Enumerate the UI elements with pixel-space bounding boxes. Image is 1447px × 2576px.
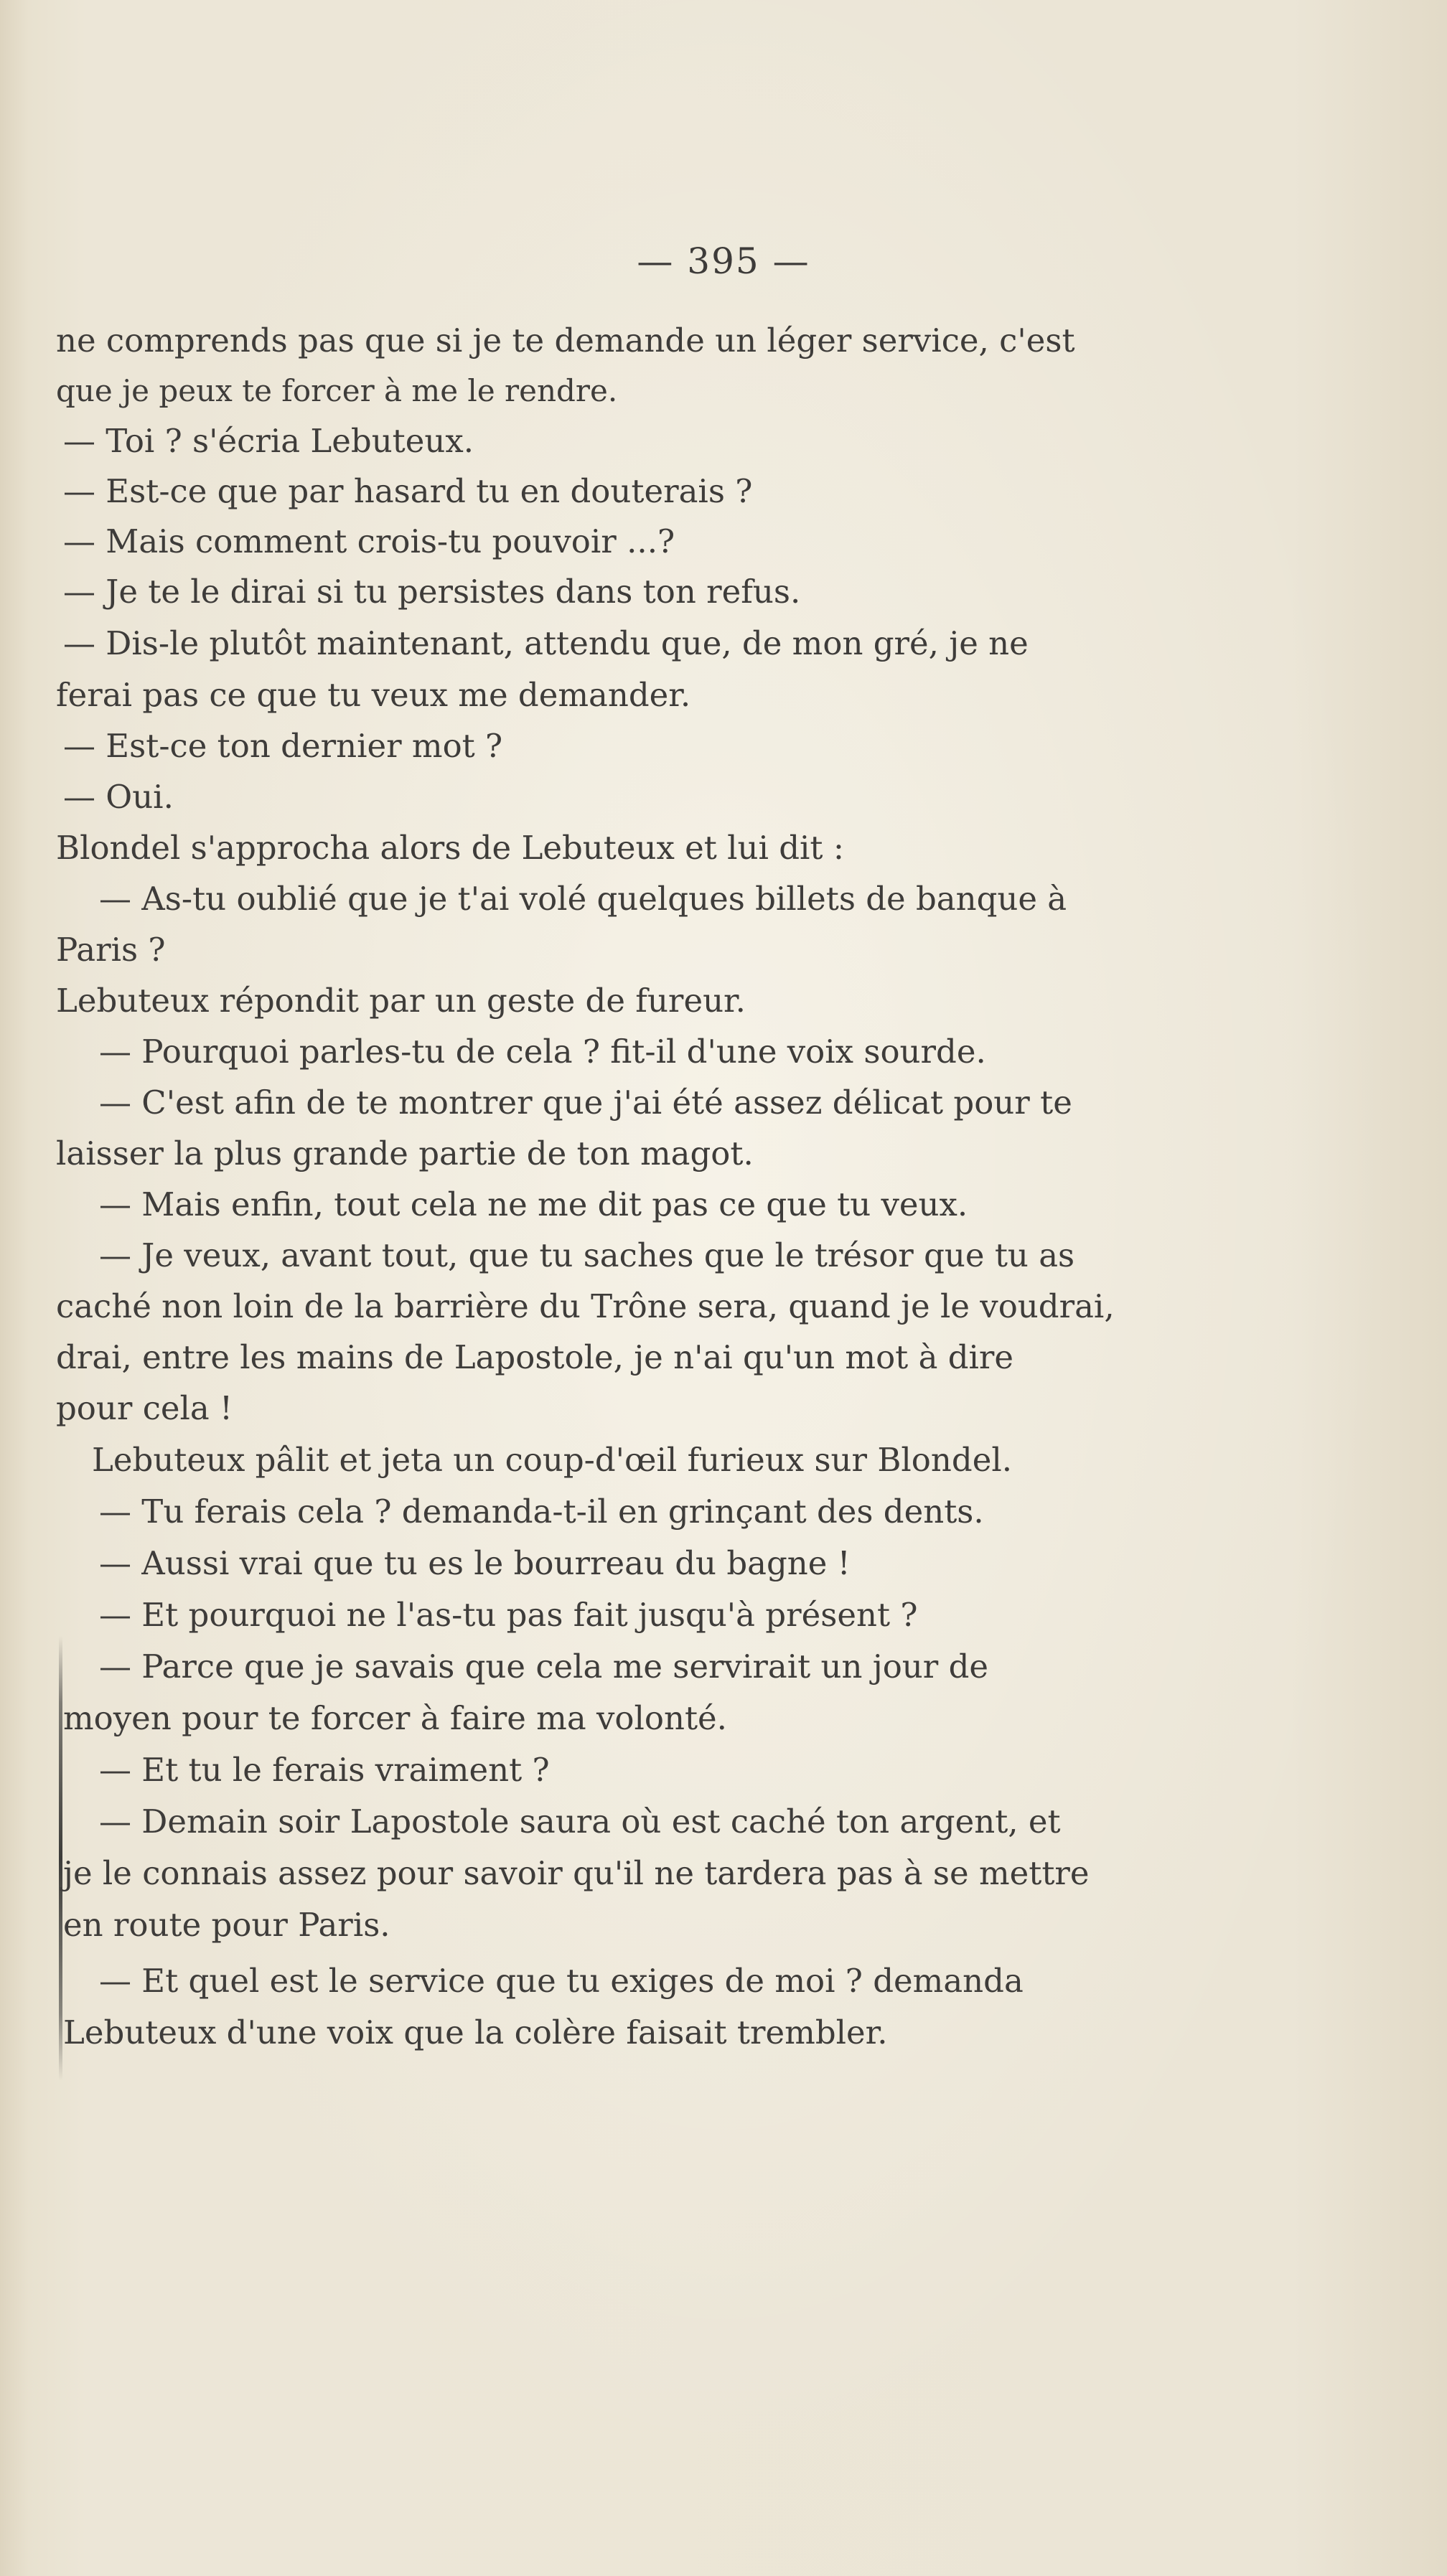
text-line: — Est-ce ton dernier mot ?	[63, 727, 503, 765]
text-line: — Dis-le plutôt maintenant, attendu que, de mon gré, je ne	[63, 624, 1029, 662]
text-line: — Et tu le ferais vraiment ?	[99, 1751, 550, 1789]
text-line: pour cela !	[56, 1389, 233, 1427]
text-line: moyen pour te forcer à faire ma volonté.	[63, 1699, 727, 1737]
text-line: — Toi ? s'écria Lebuteux.	[63, 422, 474, 460]
text-line: — Je te le dirai si tu persistes dans ton refus.	[63, 573, 801, 611]
text-line: — C'est afin de te montrer que j'ai été assez délicat pour te	[99, 1083, 1072, 1122]
text-line: — Et quel est le service que tu exiges de moi ? demanda	[99, 1962, 1024, 2000]
text-line: — Est-ce que par hasard tu en douterais ?	[63, 472, 753, 510]
text-line: — Aussi vrai que tu es le bourreau du bagne !	[99, 1544, 851, 1582]
text-line: — Je veux, avant tout, que tu saches que le trésor que tu as	[99, 1236, 1075, 1274]
text-line: caché non loin de la barrière du Trône sera, quand je le voudrai,	[56, 1287, 1115, 1325]
text-line: Lebuteux d'une voix que la colère faisait trembler.	[63, 2013, 888, 2051]
text-line: — Mais comment crois-tu pouvoir ...?	[63, 522, 675, 560]
text-line: laisser la plus grande partie de ton magot.	[56, 1134, 754, 1172]
text-line: en route pour Paris.	[63, 1906, 390, 1944]
text-line: ne comprends pas que si je te demande un léger service, c'est	[56, 321, 1075, 359]
text-line: — Pourquoi parles-tu de cela ? fit-il d'une voix sourde.	[99, 1033, 986, 1071]
text-line: — Et pourquoi ne l'as-tu pas fait jusqu'à présent ?	[99, 1596, 918, 1634]
text-line: que je peux te forcer à me le rendre.	[56, 373, 618, 408]
text-line: je le connais assez pour savoir qu'il ne tardera pas à se mettre	[63, 1854, 1090, 1892]
text-line: Lebuteux répondit par un geste de fureur.	[56, 982, 746, 1020]
text-line: — Demain soir Lapostole saura où est caché ton argent, et	[99, 1802, 1061, 1841]
text-line: — Parce que je savais que cela me servirait un jour de	[99, 1647, 989, 1686]
text-line: ferai pas ce que tu veux me demander.	[56, 676, 691, 714]
text-line: — Mais enfin, tout cela ne me dit pas ce que tu veux.	[99, 1185, 968, 1223]
text-line: Lebuteux pâlit et jeta un coup-d'œil furieux sur Blondel.	[92, 1441, 1013, 1479]
text-line: — As-tu oublié que je t'ai volé quelques billets de banque à	[99, 880, 1067, 918]
text-line: drai, entre les mains de Lapostole, je n'ai qu'un mot à dire	[56, 1338, 1014, 1376]
margin-pencil-mark	[59, 1636, 62, 2081]
text-line: Blondel s'approcha alors de Lebuteux et lui dit :	[56, 829, 844, 867]
page-number: — 395 —	[637, 240, 810, 282]
text-line: Paris ?	[56, 931, 166, 969]
text-line: — Oui.	[63, 778, 174, 816]
text-line: — Tu ferais cela ? demanda-t-il en grinçant des dents.	[99, 1493, 984, 1531]
